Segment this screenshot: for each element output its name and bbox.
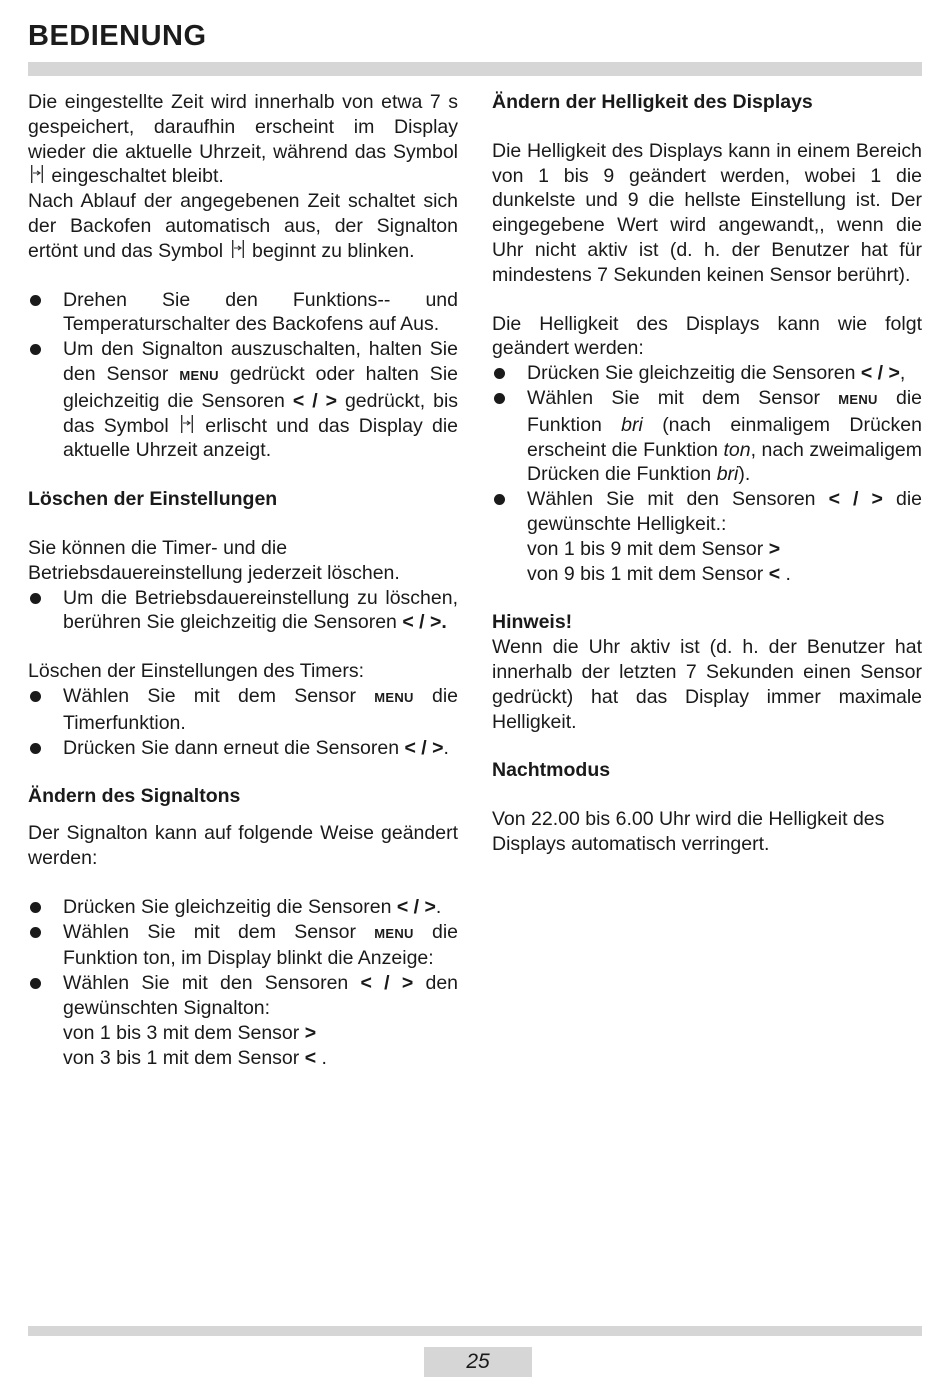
- text: Nach Ablauf der angegebenen Zeit schaltet sich der Backofen automatisch aus, der Signalton ertönt und das Symbol: [28, 190, 458, 262]
- text: beginnt zu blinken.: [251, 239, 415, 262]
- list-item: Wählen Sie mit dem Sensor MENU die Funktion ton, im Display blinkt die Anzeige:: [28, 920, 458, 972]
- bullet-list-signalton: [28, 895, 458, 1071]
- timer-end-icon: [180, 414, 194, 434]
- list-item: Um die Betriebsdauereinstellung zu löschen, berühren Sie gleichzeitig die Sensoren < / >.: [28, 586, 458, 636]
- sub-line: von 1 bis 3 mit dem Sensor >: [63, 1021, 317, 1044]
- right-column: [492, 90, 922, 857]
- bullet-list-timer: [28, 684, 458, 760]
- timer-end-icon: [30, 164, 44, 184]
- heading-signalton: Ändern des Signaltons: [28, 785, 241, 808]
- heading-nachtmodus: Nachtmodus: [492, 759, 611, 782]
- list-item: Wählen Sie mit dem Sensor MENU die Funktion bri (nach einmaligem Drücken erscheint die Funktion ton, nach zweimaligem Drücken die Funktion bri).: [492, 386, 922, 487]
- paragraph-timer: Löschen der Einstellungen des Timers:: [28, 660, 365, 683]
- paragraph-nachtmodus: Von 22.00 bis 6.00 Uhr wird die Helligkeit des Displays automatisch verringert.: [492, 808, 885, 855]
- sub-line: von 3 bis 1 mit dem Sensor < .: [63, 1046, 327, 1069]
- footer-rule: [28, 1326, 922, 1336]
- menu-sensor-label: MENU: [838, 391, 878, 407]
- page-title: BEDIENUNG: [28, 20, 207, 52]
- list-item: Drücken Sie gleichzeitig die Sensoren < / >.: [28, 895, 458, 920]
- left-column: [28, 90, 458, 1070]
- list-item: Drehen Sie den Funktions-- und Temperaturschalter des Backofens auf Aus.: [28, 288, 458, 338]
- bullet-list-loeschen: [28, 586, 458, 636]
- menu-sensor-label: MENU: [374, 689, 414, 705]
- sub-line: von 9 bis 1 mit dem Sensor < .: [527, 562, 791, 585]
- paragraph-helligkeit-aendern: Die Helligkeit des Displays kann wie folgt geändert werden:: [492, 312, 922, 360]
- list-item: Wählen Sie mit den Sensoren < / > die gewünschte Helligkeit.: von 1 bis 9 mit dem Sensor > von 9 bis 1 mit dem Sensor < .: [492, 487, 922, 586]
- paragraph-helligkeit: Die Helligkeit des Displays kann in einem Bereich von 1 bis 9 geändert werden, wobei 1 die dunkelste und 9 die hellste Einstellung ist. Der eingegebene Wert wird angewandt,, wenn die Uhr nicht aktiv ist (d. h. der Benutzer hat für mindestens 7 Sekunden keinen Sensor berührt).: [492, 139, 922, 286]
- text: eingeschaltet bleibt.: [51, 165, 224, 188]
- heading-loeschen: Löschen der Einstellungen: [28, 488, 278, 511]
- page-number: 25: [424, 1347, 532, 1377]
- paragraph-loeschen: Sie können die Timer- und die Betriebsdauereinstellung jederzeit löschen.: [28, 536, 400, 584]
- list-item: Wählen Sie mit den Sensoren < / > den gewünschten Signalton: von 1 bis 3 mit dem Sensor > von 3 bis 1 mit dem Sensor < .: [28, 971, 458, 1070]
- paragraph-hinweis: Wenn die Uhr aktiv ist (d. h. der Benutzer hat innerhalb der letzten 7 Sekunden einen Sensor gedrückt) hat das Display immer maximale Helligkeit.: [492, 636, 922, 733]
- heading-hinweis: Hinweis!: [492, 611, 573, 634]
- sub-line: von 1 bis 9 mit dem Sensor >: [527, 537, 781, 560]
- bullet-list-helligkeit: [492, 361, 922, 586]
- list-item: Wählen Sie mit dem Sensor MENU die Timerfunktion.: [28, 684, 458, 736]
- heading-helligkeit: Ändern der Helligkeit des Displays: [492, 91, 813, 113]
- sensor-keys: < / >: [292, 389, 337, 412]
- bullet-list-signal-off: [28, 288, 458, 464]
- paragraph-saved-time: [28, 90, 458, 189]
- paragraph-signalton: Der Signalton kann auf folgende Weise geändert werden:: [28, 822, 458, 869]
- list-item: Drücken Sie gleichzeitig die Sensoren < / >,: [492, 361, 922, 386]
- list-item: Um den Signalton auszuschalten, halten Sie den Sensor MENU gedrückt oder halten Sie gleichzeitig die Sensoren < / > gedrückt, bis das Symbol erlischt und das Display die aktuelle Uhrzeit anzeigt.: [28, 337, 458, 463]
- list-item: Drücken Sie dann erneut die Sensoren < / >.: [28, 736, 458, 761]
- menu-sensor-label: MENU: [179, 367, 219, 383]
- text: Die eingestellte Zeit wird innerhalb von etwa 7 s gespeichert, daraufhin erscheint im Display wieder die aktuelle Uhrzeit, während das Symbol: [28, 91, 458, 163]
- paragraph-auto-off: [28, 189, 458, 263]
- header-rule: [28, 62, 922, 76]
- timer-end-icon: [231, 239, 245, 259]
- menu-sensor-label: MENU: [374, 925, 414, 941]
